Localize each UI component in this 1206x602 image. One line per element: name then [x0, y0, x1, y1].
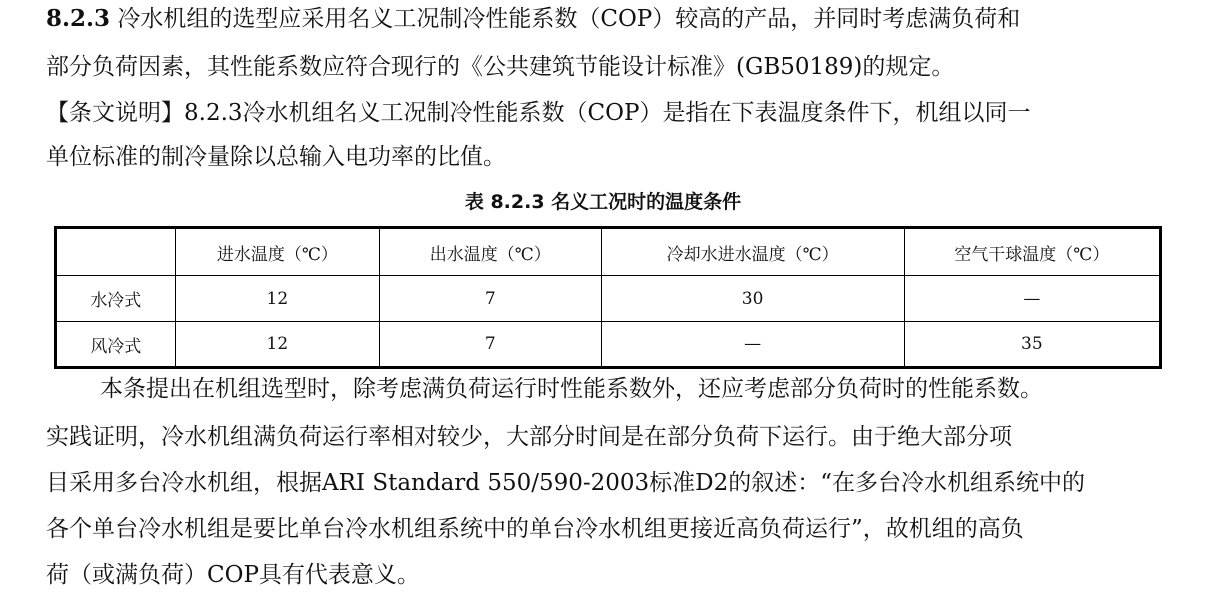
table-row [56, 276, 1161, 322]
table-cell: 30 [601, 276, 904, 322]
table-cell: 12 [175, 276, 379, 322]
body-line-2: 实践证明，冷水机组满负荷运行率相对较少，大部分时间是在部分负荷下运行。由于绝大部分项 [46, 424, 1012, 450]
body-line-1: 本条提出在机组选型时，除考虑满负荷运行时性能系数外，还应考虑部分负荷时的性能系数。 [100, 376, 1043, 402]
body-line-4: 各个单台冷水机组是要比单台冷水机组系统中的单台冷水机组更接近高负荷运行”，故机组的高负 [46, 516, 1024, 542]
table-header-cell: 空气干球温度（℃） [904, 228, 1160, 276]
clause-number: 8.2.3 [46, 5, 111, 32]
explanation-line-1: 【条文说明】8.2.3冷水机组名义工况制冷性能系数（COP）是指在下表温度条件下，机组以同一 [46, 100, 1031, 126]
table-header-row [56, 228, 1161, 276]
body-line-5: 荷（或满负荷）COP具有代表意义。 [46, 562, 420, 588]
table-cell: 风冷式 [56, 322, 176, 368]
table-cell: 12 [175, 322, 379, 368]
table-cell: 水冷式 [56, 276, 176, 322]
table-cell: 7 [380, 322, 601, 368]
table-caption: 表 8.2.3 名义工况时的温度条件 [464, 191, 742, 213]
table-header-cell: 出水温度（℃） [380, 228, 601, 276]
table-header-cell: 进水温度（℃） [175, 228, 379, 276]
explanation-line-2: 单位标准的制冷量除以总输入电功率的比值。 [46, 144, 506, 170]
table-cell: 35 [904, 322, 1160, 368]
table-cell: 7 [380, 276, 601, 322]
temperature-conditions-table [54, 226, 1162, 369]
clause-line-1 [46, 4, 1020, 34]
table-header-cell: 冷却水进水温度（℃） [601, 228, 904, 276]
body-line-3: 目采用多台冷水机组，根据ARI Standard 550/590-2003标准D2的叙述：“在多台冷水机组系统中的 [46, 470, 1085, 496]
clause-text-1: 冷水机组的选型应采用名义工况制冷性能系数（COP）较高的产品，并同时考虑满负荷和 [117, 6, 1021, 32]
table-row [56, 322, 1161, 368]
clause-line-2: 部分负荷因素，其性能系数应符合现行的《公共建筑节能设计标准》(GB50189)的规定。 [46, 54, 955, 80]
table-cell: — [904, 276, 1160, 322]
table-header-cell [56, 228, 176, 276]
table-cell: — [601, 322, 904, 368]
